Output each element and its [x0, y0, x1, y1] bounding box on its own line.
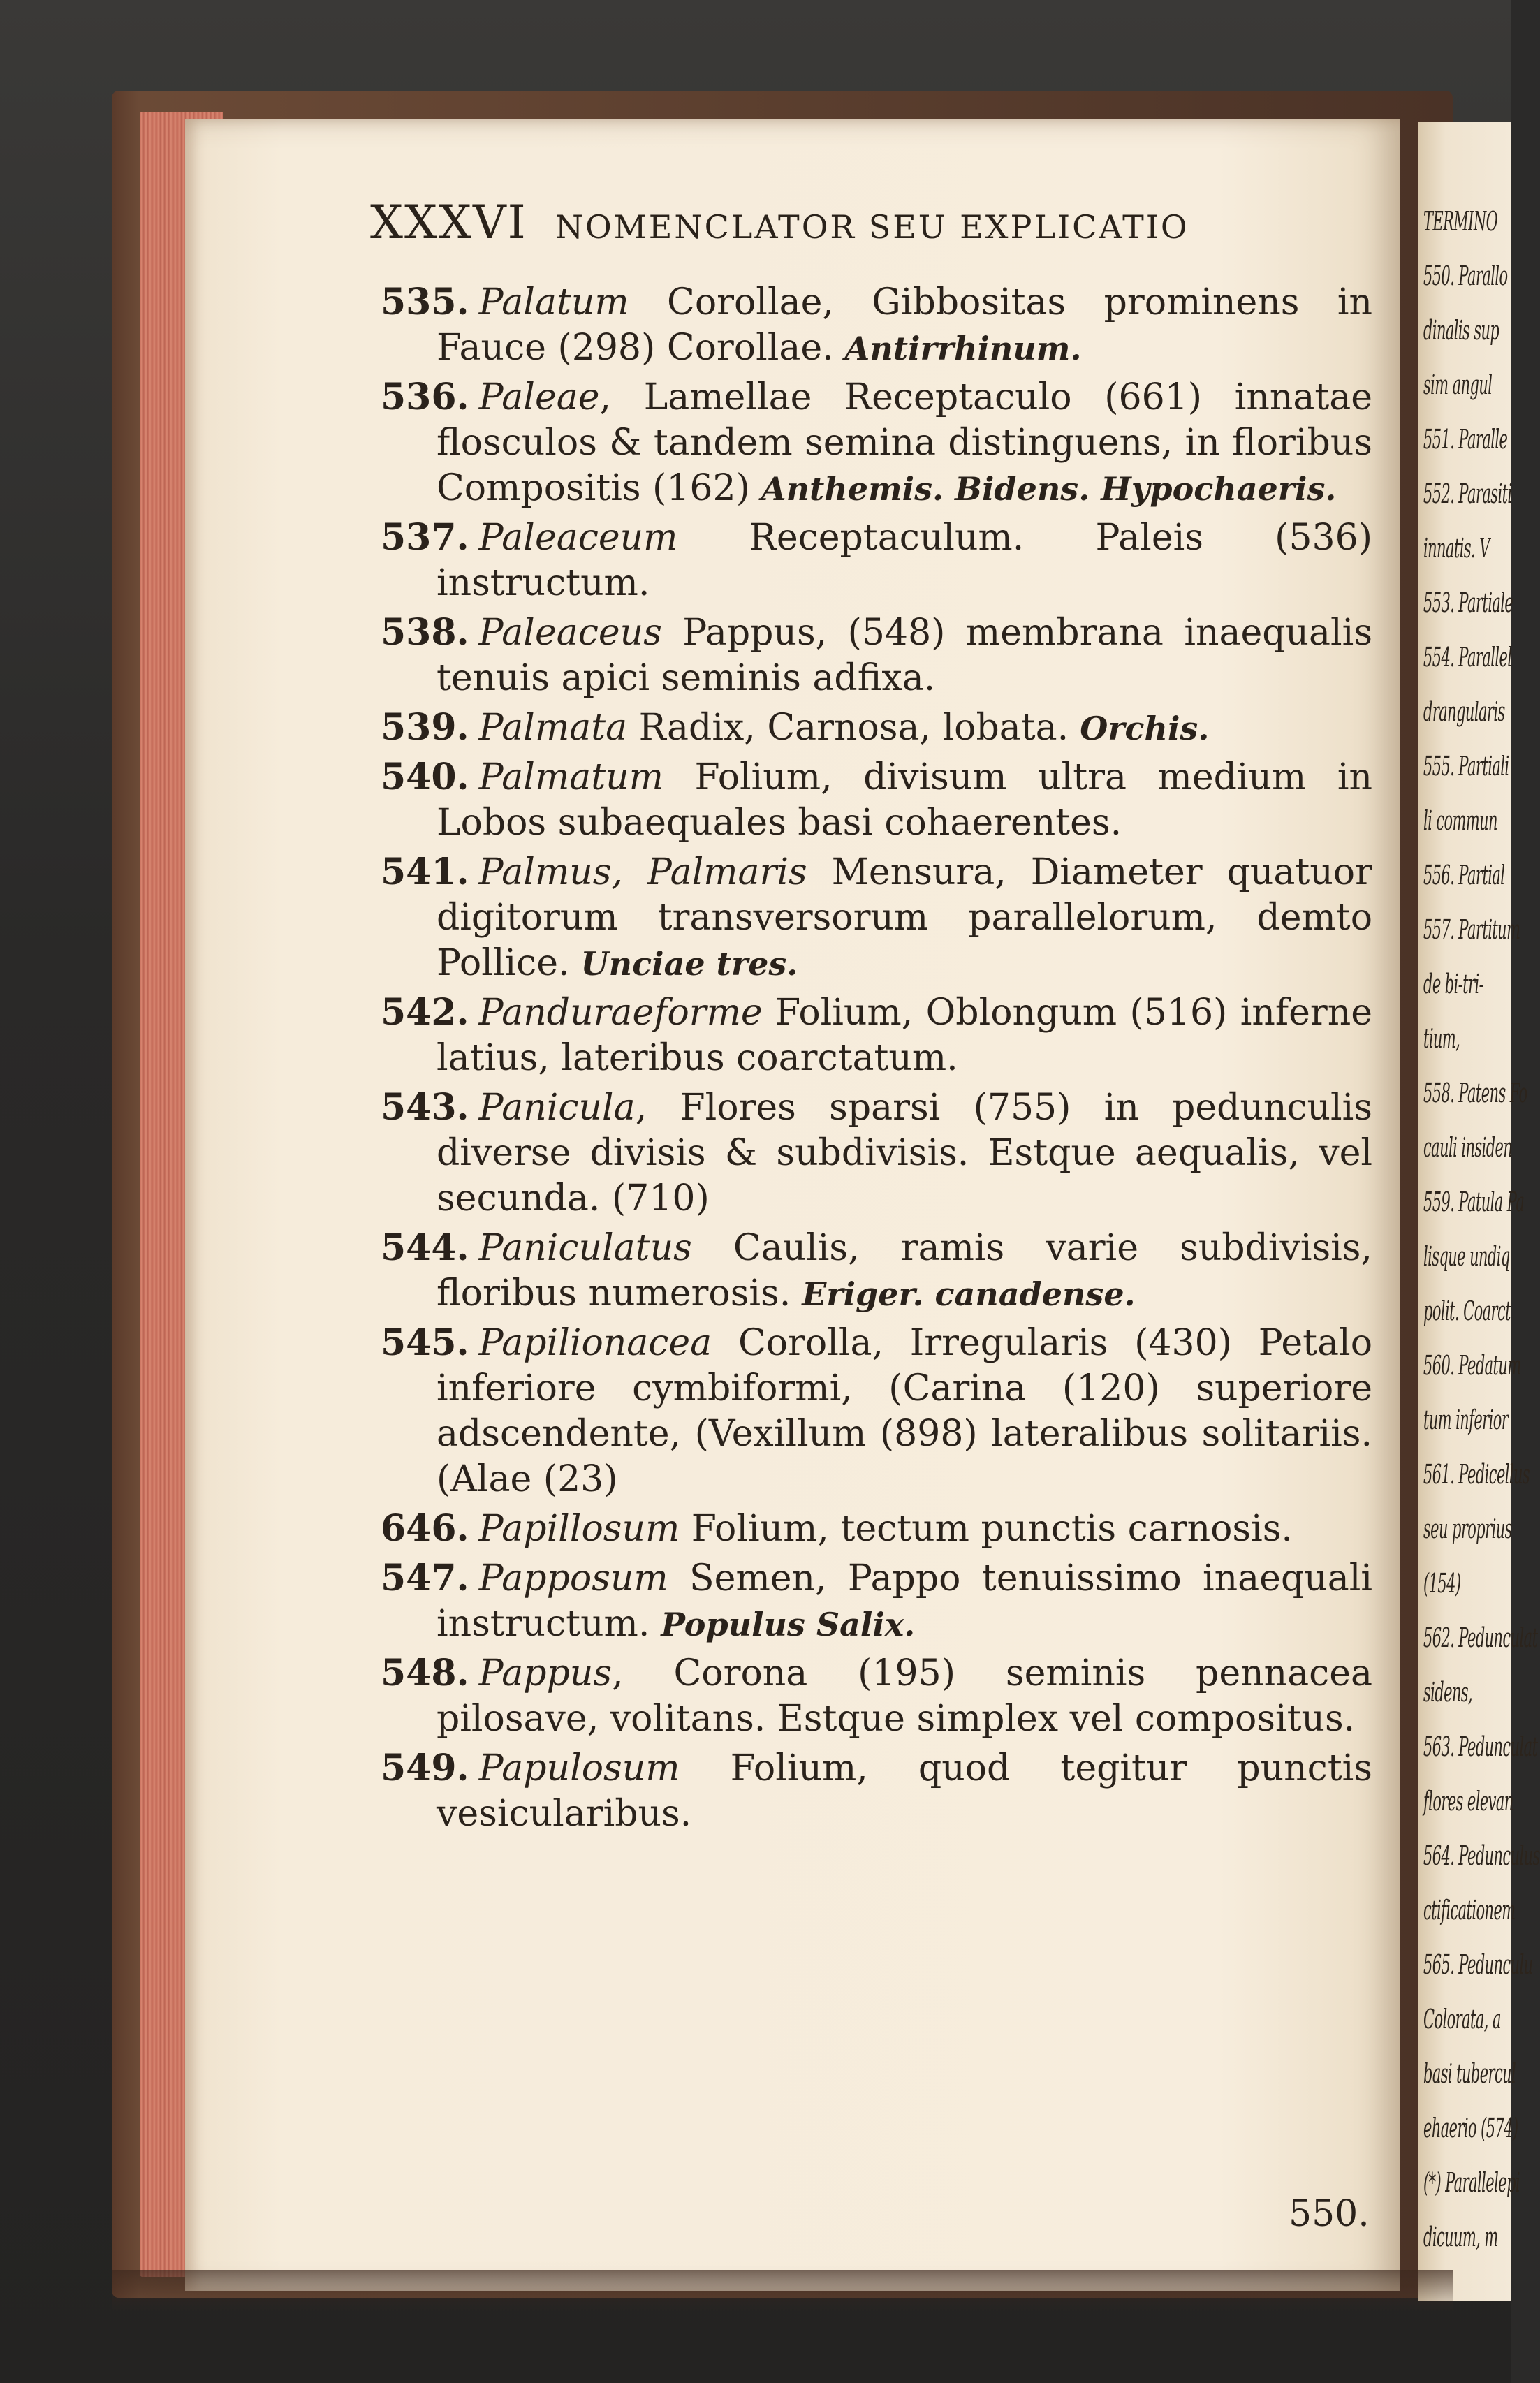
facing-line: lisque undiq: [1423, 1241, 1510, 1272]
entry-term: Papillosum: [478, 1508, 680, 1550]
facing-line: 561. Pedicellus: [1423, 1459, 1530, 1490]
facing-line: 559. Patula Pa: [1423, 1187, 1525, 1217]
entry-text: Semen, Pappo tenuissimo inaequali instructum.: [437, 1557, 1372, 1645]
entry: [381, 1650, 1372, 1743]
entry-term: Panicula: [478, 1087, 636, 1129]
facing-line: (154): [1423, 1568, 1461, 1599]
entries-list: [381, 279, 1372, 1840]
entry-text: Pappus, (548) membrana inaequalis tenuis apici seminis adfixa.: [437, 612, 1372, 699]
facing-line: 556. Partial: [1423, 860, 1505, 890]
facing-line: cauli insiden: [1423, 1132, 1513, 1163]
entry-term: Pappus: [478, 1652, 613, 1694]
entry-text: , Lamellae Receptaculo (661) innatae flosculos & tandem semina distinguens, in floribus Compositis (162): [437, 376, 1372, 509]
entry: [381, 754, 1372, 846]
entry: [381, 1745, 1372, 1838]
entry-num: 545.: [381, 1321, 469, 1364]
entry-num: 548.: [381, 1652, 469, 1694]
facing-line: 554. Parallel: [1423, 642, 1512, 673]
facing-line: polit. Coarct: [1423, 1296, 1511, 1326]
entry: [381, 374, 1372, 512]
facing-line: dicuum, m: [1423, 2222, 1498, 2252]
entry-text: Radix, Carnosa, lobata.: [627, 707, 1069, 749]
entry-num: 547.: [381, 1557, 469, 1599]
facing-line: ctificationem: [1423, 1895, 1516, 1926]
entry-ex: Anthemis. Bidens. Hypochaeris.: [749, 470, 1337, 508]
entry-text: Folium, tectum punctis carnosis.: [680, 1508, 1293, 1550]
entry-term: Palmatum: [478, 756, 663, 798]
entry: [381, 705, 1372, 751]
entry-text: , Corona (195) seminis pennacea pilosave, volitans. Estque simplex vel compositus.: [437, 1652, 1372, 1740]
entry-ex: Populus Salix.: [650, 1606, 916, 1643]
page-header: [370, 196, 1292, 258]
page-number: XXXVI: [370, 196, 527, 249]
entry-text: Corollae, Gibbositas prominens in Fauce (298) Corollae.: [437, 281, 1372, 369]
entry-text: Receptaculum. Paleis (536) instructum.: [437, 517, 1372, 604]
entry: [381, 610, 1372, 702]
facing-line: drangularis: [1423, 696, 1505, 727]
entry-term: Paleae: [478, 376, 600, 418]
facing-line: 551. Paralle: [1423, 424, 1508, 455]
entry: [381, 990, 1372, 1082]
facing-line: 555. Partiali: [1423, 751, 1509, 782]
facing-line: 558. Patens Fo: [1423, 1078, 1527, 1108]
entry-num: 540.: [381, 756, 469, 798]
facing-line: 560. Pedatum: [1423, 1350, 1521, 1381]
entry: [381, 515, 1372, 607]
entry-num: 537.: [381, 516, 469, 559]
entry-ex: Unciae tres.: [569, 945, 798, 983]
facing-line: sim angul: [1423, 369, 1493, 400]
facing-line: 552. Parasiti: [1423, 478, 1512, 509]
entry-num: 538.: [381, 611, 469, 654]
entry: [381, 849, 1372, 987]
entry: [381, 1320, 1372, 1503]
entry-text: Folium, Oblongum (516) inferne latius, lateribus coarctatum.: [437, 992, 1372, 1079]
entry: [381, 1555, 1372, 1648]
entry-ex: Orchis.: [1069, 710, 1210, 747]
facing-line: dinalis sup: [1423, 315, 1499, 346]
facing-line: tium,: [1423, 1023, 1460, 1054]
entry-text: Caulis, ramis varie subdivisis, floribus numerosis.: [437, 1227, 1372, 1314]
entry-term: Palmata: [478, 707, 628, 749]
entry-text: Folium, divisum ultra medium in Lobos subaequales basi cohaerentes.: [437, 756, 1372, 844]
entry-term: Paleaceus: [478, 612, 662, 654]
entry-num: 539.: [381, 706, 469, 749]
bottom-shadow: [112, 2270, 1453, 2312]
entry-num: 646.: [381, 1507, 469, 1550]
facing-line: 553. Partiale: [1423, 587, 1513, 618]
entry-term: Paleaceum: [478, 517, 678, 559]
facing-line: de bi-tri-: [1423, 969, 1484, 999]
entry-num: 543.: [381, 1086, 469, 1129]
entry-term: Panduraeforme: [478, 992, 763, 1034]
entry-term: Palmus, Palmaris: [478, 851, 807, 893]
entry-num: 535.: [381, 281, 469, 323]
entry-term: Papposum: [478, 1557, 668, 1599]
facing-line: Colorata, a: [1423, 2004, 1501, 2034]
entry-num: 549.: [381, 1747, 469, 1789]
entry: [381, 1225, 1372, 1317]
running-title: NOMENCLATOR SEU EXPLICATIO: [555, 208, 1189, 246]
entry-text: , Flores sparsi (755) in pedunculis diverse divisis & subdivisis. Estque aequalis, vel secunda. (710): [437, 1087, 1372, 1219]
entry-term: Palatum: [478, 281, 629, 323]
facing-line: 562. Pedunculat: [1423, 1622, 1538, 1653]
facing-page: [1418, 122, 1540, 2301]
facing-line: li commun: [1423, 805, 1497, 836]
entry-text: Mensura, Diameter quatuor digitorum transversorum parallelorum, demto Pollice.: [437, 851, 1372, 984]
facing-line: sidens,: [1423, 1677, 1473, 1708]
entry-ex: Antirrhinum.: [833, 330, 1082, 367]
facing-line: 557. Partitum: [1423, 914, 1520, 945]
facing-line: innatis. V: [1423, 533, 1490, 564]
facing-line: ehaerio (574): [1423, 2113, 1518, 2143]
entry-ex: Eriger. canadense.: [791, 1275, 1136, 1313]
entry-num: 541.: [381, 851, 469, 893]
entry-term: Paniculatus: [478, 1227, 692, 1269]
facing-line: tum inferior: [1423, 1405, 1509, 1435]
facing-line: 565. Pedunculu: [1423, 1949, 1533, 1980]
entry-text: Folium, quod tegitur punctis vesicularibus.: [437, 1747, 1372, 1835]
entry: [381, 1506, 1372, 1553]
facing-line: TERMINO: [1423, 206, 1498, 237]
entry-term: Papilionacea: [478, 1322, 712, 1364]
facing-line: basi tubercul: [1423, 2058, 1516, 2089]
entry-text: Corolla, Irregularis (430) Petalo inferiore cymbiformi, (Carina (120) superiore adscendente, (Vexillum (898) lateralibus solitariis. (Alae (23): [437, 1322, 1372, 1500]
facing-line: 563. Pedunculat: [1423, 1731, 1538, 1762]
facing-line: 550. Parallo: [1423, 261, 1508, 291]
entry: [381, 1085, 1372, 1222]
entry-num: 542.: [381, 991, 469, 1034]
catchword: 550.: [1289, 2193, 1370, 2235]
entry: [381, 279, 1372, 372]
facing-line: (*) Parallelepi: [1423, 2167, 1520, 2198]
entry-num: 544.: [381, 1226, 469, 1269]
entry-num: 536.: [381, 376, 469, 418]
facing-line: 564. Pedunculus: [1423, 1840, 1540, 1871]
facing-line: seu proprius: [1423, 1513, 1512, 1544]
facing-line: flores elevan: [1423, 1786, 1513, 1817]
entry-term: Papulosum: [478, 1747, 680, 1789]
